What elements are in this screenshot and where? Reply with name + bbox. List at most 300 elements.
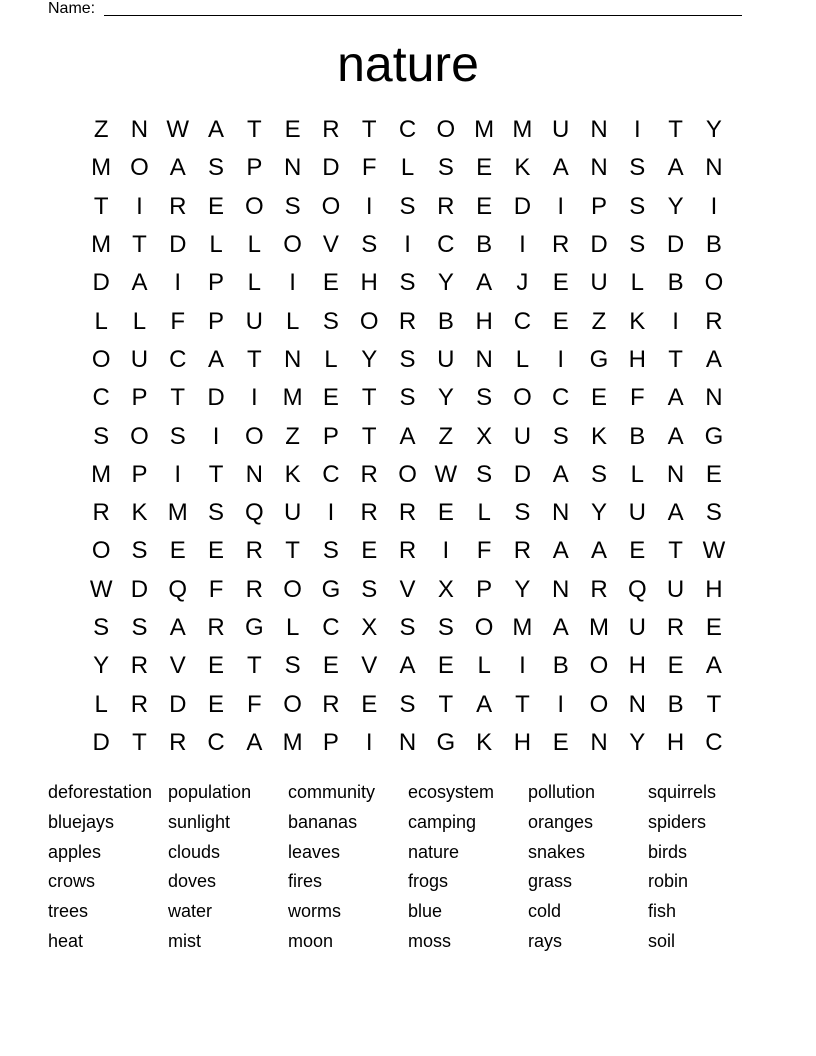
grid-letter: K <box>629 307 646 335</box>
grid-letter: E <box>552 728 569 756</box>
grid-letter: I <box>633 116 641 144</box>
grid-letter: U <box>513 422 532 450</box>
grid-letter: F <box>247 690 262 718</box>
grid-letter: T <box>668 116 683 144</box>
word-bank <box>48 778 768 957</box>
grid-letter: M <box>167 499 188 527</box>
grid-letter: I <box>519 231 526 259</box>
grid-letter: E <box>705 460 722 488</box>
grid-letter: S <box>629 231 646 259</box>
grid-letter: R <box>513 537 532 565</box>
grid-letter: O <box>130 422 149 450</box>
grid-letter: A <box>667 154 684 182</box>
grid-letter: M <box>512 116 533 144</box>
grid-letter: G <box>245 614 264 641</box>
grid-letter: R <box>437 192 455 220</box>
grid-letter: L <box>94 307 108 335</box>
grid-letter: T <box>247 345 262 373</box>
name-underline <box>104 15 742 16</box>
grid-letter: L <box>324 345 338 373</box>
word-item: mist <box>168 930 201 951</box>
grid-letter: K <box>131 499 148 527</box>
grid-letter: Y <box>705 116 722 144</box>
grid-letter: A <box>552 460 569 488</box>
grid-letter: N <box>590 728 608 756</box>
grid-letter: I <box>251 384 258 412</box>
grid-letter: K <box>284 460 301 488</box>
grid-letter: S <box>93 614 110 641</box>
grid-letter: R <box>705 307 723 335</box>
grid-letter: O <box>704 269 724 297</box>
grid-letter: L <box>209 231 223 259</box>
grid-letter: I <box>557 345 565 373</box>
grid-letter: T <box>285 537 300 565</box>
grid-letter: C <box>322 614 340 641</box>
grid-letter: B <box>476 231 493 259</box>
grid-letter: H <box>628 652 646 680</box>
grid-letter: U <box>283 499 302 527</box>
grid-letter: Y <box>591 499 608 527</box>
grid-letter: P <box>591 192 608 220</box>
grid-letter: E <box>552 307 569 335</box>
grid-letter: S <box>169 422 186 450</box>
grid-letter: E <box>208 192 225 220</box>
grid-letter: N <box>283 154 302 182</box>
grid-letter: T <box>668 537 683 565</box>
grid-letter: C <box>552 384 570 412</box>
grid-letter: L <box>247 269 262 297</box>
grid-letter: S <box>514 499 531 527</box>
grid-letter: Y <box>667 192 684 220</box>
letter-grid <box>82 111 733 762</box>
grid-letter: A <box>399 652 416 680</box>
grid-letter: S <box>399 690 416 718</box>
grid-letter: I <box>672 307 679 335</box>
grid-letter: Z <box>591 307 607 335</box>
word-item: oranges <box>528 811 594 832</box>
grid-letter: D <box>666 231 685 259</box>
grid-letter: S <box>361 575 378 603</box>
grid-letter: B <box>667 269 684 297</box>
name-field <box>48 0 742 18</box>
grid-letter: S <box>361 231 378 259</box>
grid-letter: S <box>629 154 646 182</box>
grid-letter: T <box>247 116 262 144</box>
grid-letter: I <box>174 460 182 488</box>
grid-letter: I <box>365 192 373 220</box>
grid-letter: P <box>131 384 148 412</box>
grid-letter: L <box>515 345 530 373</box>
grid-letter: S <box>322 307 339 335</box>
word-item: snakes <box>528 841 586 862</box>
grid-letter: T <box>438 690 454 718</box>
grid-letter: V <box>399 575 416 603</box>
grid-letter: N <box>590 116 608 144</box>
grid-letter: A <box>552 154 569 182</box>
grid-letter: Y <box>93 652 110 680</box>
grid-letter: M <box>91 460 112 488</box>
grid-letter: N <box>283 345 302 373</box>
grid-letter: M <box>512 614 533 641</box>
word-item: trees <box>48 901 89 922</box>
word-item: water <box>168 901 213 922</box>
grid-letter: S <box>552 422 569 450</box>
grid-letter: D <box>207 384 225 412</box>
grid-letter: T <box>247 652 262 680</box>
grid-letter: R <box>207 614 225 641</box>
grid-letter: I <box>442 537 450 565</box>
grid-letter: A <box>208 345 225 373</box>
word-item: nature <box>408 841 460 862</box>
grid-letter: A <box>591 537 608 565</box>
grid-letter: U <box>628 499 646 527</box>
word-item: fires <box>288 871 323 892</box>
grid-letter: K <box>591 422 608 450</box>
grid-letter: B <box>629 422 646 450</box>
grid-letter: C <box>513 307 532 335</box>
word-item: deforestation <box>48 782 153 802</box>
grid-letter: S <box>93 422 110 450</box>
grid-letter: I <box>404 231 411 259</box>
grid-letter: A <box>667 499 684 527</box>
word-item: apples <box>48 841 102 862</box>
grid-letter: O <box>245 422 264 450</box>
grid-letter: S <box>629 192 646 220</box>
grid-letter: W <box>89 575 113 603</box>
grid-letter: X <box>361 614 378 641</box>
grid-letter: E <box>361 537 378 565</box>
grid-letter: E <box>322 384 339 412</box>
grid-letter: L <box>630 269 644 297</box>
grid-letter: N <box>245 460 263 488</box>
word-item: moss <box>408 930 452 951</box>
grid-letter: I <box>289 269 296 297</box>
grid-letter: O <box>130 154 149 182</box>
grid-letter: D <box>92 728 110 756</box>
grid-letter: A <box>131 269 148 297</box>
grid-letter: A <box>705 652 722 680</box>
grid-letter: K <box>476 728 493 756</box>
grid-letter: S <box>399 614 416 641</box>
grid-letter: S <box>705 499 722 527</box>
word-item: leaves <box>288 841 341 862</box>
grid-letter: W <box>166 116 190 144</box>
grid-letter: T <box>361 384 377 412</box>
grid-letter: E <box>437 652 454 680</box>
grid-letter: V <box>322 231 339 259</box>
grid-letter: M <box>91 154 112 182</box>
word-item: doves <box>168 871 217 892</box>
grid-letter: A <box>169 614 186 641</box>
grid-letter: A <box>667 422 684 450</box>
word-item: robin <box>648 871 689 892</box>
grid-letter: M <box>91 231 112 259</box>
grid-letter: A <box>208 116 225 144</box>
grid-letter: O <box>589 690 609 718</box>
grid-letter: E <box>437 499 454 527</box>
grid-letter: C <box>92 384 110 412</box>
grid-letter: B <box>437 307 454 335</box>
grid-letter: A <box>476 690 493 718</box>
word-item: worms <box>288 901 341 922</box>
grid-letter: L <box>630 460 644 488</box>
grid-letter: A <box>552 614 569 641</box>
word-item: soil <box>648 930 676 951</box>
grid-letter: L <box>285 614 300 641</box>
grid-letter: A <box>169 154 186 182</box>
grid-letter: Y <box>361 345 378 373</box>
grid-letter: F <box>476 537 492 565</box>
grid-letter: R <box>590 575 608 603</box>
page-title: nature <box>337 36 479 92</box>
grid-letter: S <box>131 614 148 641</box>
word-item: bananas <box>288 811 358 832</box>
grid-letter: O <box>91 537 111 565</box>
grid-letter: A <box>476 269 493 297</box>
grid-letter: Y <box>437 384 454 412</box>
grid-letter: L <box>477 499 491 527</box>
grid-letter: P <box>208 307 225 335</box>
grid-letter: R <box>130 690 149 718</box>
grid-letter: Q <box>245 499 264 527</box>
grid-letter: M <box>474 116 495 144</box>
word-item: population <box>168 782 252 802</box>
word-item: rays <box>528 930 563 951</box>
grid-letter: P <box>246 154 263 182</box>
grid-letter: H <box>628 345 646 373</box>
grid-letter: I <box>174 269 182 297</box>
grid-letter: N <box>666 460 685 488</box>
grid-letter: D <box>130 575 149 603</box>
grid-letter: O <box>245 192 264 220</box>
grid-letter: B <box>667 690 684 718</box>
grid-letter: A <box>246 728 263 756</box>
grid-letter: S <box>131 537 148 565</box>
grid-letter: Z <box>285 422 300 450</box>
word-item: blue <box>408 901 443 922</box>
grid-letter: A <box>399 422 416 450</box>
word-item: moon <box>288 930 334 951</box>
grid-letter: D <box>513 460 532 488</box>
grid-letter: O <box>398 460 417 488</box>
grid-letter: H <box>475 307 493 335</box>
grid-letter: L <box>477 652 491 680</box>
grid-letter: T <box>208 460 224 488</box>
grid-letter: R <box>92 499 110 527</box>
grid-letter: L <box>400 154 415 182</box>
grid-letter: N <box>705 384 723 412</box>
grid-letter: S <box>399 384 416 412</box>
grid-letter: E <box>208 652 225 680</box>
grid-letter: E <box>591 384 608 412</box>
grid-letter: F <box>629 384 645 412</box>
grid-letter: T <box>706 690 722 718</box>
grid-letter: R <box>245 575 263 603</box>
grid-letter: F <box>170 307 186 335</box>
grid-letter: N <box>628 690 646 718</box>
grid-letter: W <box>702 537 726 565</box>
grid-letter: R <box>398 307 417 335</box>
grid-letter: R <box>130 652 149 680</box>
grid-letter: I <box>212 422 220 450</box>
grid-letter: F <box>361 154 377 182</box>
grid-letter: S <box>399 345 416 373</box>
grid-letter: E <box>667 652 684 680</box>
grid-letter: H <box>666 728 685 756</box>
grid-letter: Q <box>627 575 647 603</box>
grid-letter: X <box>476 422 493 450</box>
grid-letter: O <box>589 652 609 680</box>
grid-letter: K <box>514 154 531 182</box>
grid-letter: I <box>136 192 143 220</box>
word-item: grass <box>528 871 573 892</box>
grid-letter: S <box>208 154 225 182</box>
grid-letter: M <box>282 728 303 756</box>
grid-letter: S <box>399 269 416 297</box>
grid-letter: T <box>170 384 186 412</box>
grid-letter: Q <box>168 575 188 603</box>
grid-letter: S <box>591 460 608 488</box>
grid-letter: D <box>513 192 532 220</box>
grid-letter: P <box>322 728 339 756</box>
grid-letter: O <box>283 575 302 603</box>
grid-letter: Z <box>438 422 454 450</box>
grid-letter: R <box>360 499 378 527</box>
grid-letter: C <box>705 728 723 756</box>
grid-letter: P <box>322 422 339 450</box>
grid-letter: D <box>590 231 608 259</box>
grid-letter: I <box>365 728 373 756</box>
grid-letter: E <box>322 652 339 680</box>
grid-letter: U <box>552 116 570 144</box>
grid-letter: S <box>476 384 493 412</box>
grid-letter: L <box>94 690 108 718</box>
grid-letter: C <box>437 231 455 259</box>
word-item: camping <box>408 811 477 832</box>
grid-letter: O <box>436 116 456 144</box>
grid-letter: E <box>208 690 225 718</box>
grid-letter: D <box>92 269 110 297</box>
grid-letter: P <box>208 269 225 297</box>
grid-letter: R <box>245 537 263 565</box>
grid-letter: Y <box>629 728 646 756</box>
name-label: Name: <box>48 0 96 17</box>
grid-letter: E <box>169 537 186 565</box>
grid-letter: G <box>321 575 341 603</box>
grid-letter: E <box>208 537 225 565</box>
grid-letter: N <box>705 154 723 182</box>
grid-letter: G <box>436 728 456 756</box>
grid-letter: B <box>705 231 722 259</box>
grid-letter: O <box>359 307 379 335</box>
grid-letter: U <box>590 269 608 297</box>
grid-letter: W <box>434 460 458 488</box>
grid-letter: O <box>321 192 341 220</box>
grid-letter: L <box>285 307 300 335</box>
grid-letter: E <box>552 269 569 297</box>
grid-letter: N <box>552 499 570 527</box>
word-item: sunlight <box>168 811 231 832</box>
grid-letter: U <box>130 345 149 373</box>
grid-letter: R <box>398 537 417 565</box>
word-item: community <box>288 782 376 802</box>
grid-letter: O <box>283 231 302 259</box>
grid-letter: R <box>398 499 417 527</box>
grid-letter: E <box>361 690 378 718</box>
grid-letter: Y <box>437 269 454 297</box>
grid-letter: P <box>131 460 148 488</box>
grid-letter: O <box>283 690 302 718</box>
grid-letter: P <box>476 575 493 603</box>
grid-letter: M <box>589 614 609 641</box>
grid-letter: L <box>247 231 262 259</box>
grid-letter: N <box>552 575 570 603</box>
grid-letter: S <box>208 499 225 527</box>
grid-letter: T <box>132 231 147 259</box>
grid-letter: L <box>132 307 147 335</box>
grid-letter: E <box>476 154 493 182</box>
grid-letter: S <box>399 192 416 220</box>
grid-letter: A <box>705 345 722 373</box>
grid-letter: C <box>207 728 225 756</box>
grid-letter: A <box>552 537 569 565</box>
grid-letter: T <box>361 422 377 450</box>
word-item: squirrels <box>648 782 717 802</box>
grid-letter: O <box>91 345 111 373</box>
grid-letter: Z <box>93 116 109 144</box>
word-item: fish <box>648 901 677 922</box>
grid-letter: T <box>132 728 147 756</box>
grid-letter: H <box>360 269 378 297</box>
grid-letter: A <box>667 384 684 412</box>
grid-letter: D <box>169 231 187 259</box>
grid-letter: T <box>361 116 377 144</box>
word-item: cold <box>528 901 562 922</box>
grid-letter: R <box>169 192 187 220</box>
grid-letter: S <box>284 652 301 680</box>
grid-letter: N <box>130 116 149 144</box>
grid-letter: N <box>398 728 417 756</box>
word-item: frogs <box>408 871 449 892</box>
grid-letter: R <box>169 728 187 756</box>
grid-letter: U <box>666 575 685 603</box>
grid-letter: U <box>245 307 263 335</box>
grid-letter: E <box>322 269 339 297</box>
grid-letter: D <box>169 690 187 718</box>
grid-letter: D <box>322 154 340 182</box>
grid-letter: E <box>705 614 722 641</box>
grid-letter: U <box>628 614 646 641</box>
word-item: clouds <box>168 841 221 862</box>
grid-letter: R <box>322 690 340 718</box>
word-item: bluejays <box>48 811 115 832</box>
grid-letter: S <box>322 537 339 565</box>
word-item: ecosystem <box>408 782 495 802</box>
grid-letter: U <box>437 345 455 373</box>
grid-letter: F <box>208 575 224 603</box>
grid-letter: R <box>360 460 378 488</box>
grid-letter: O <box>474 614 494 641</box>
grid-letter: S <box>437 154 454 182</box>
grid-letter: S <box>476 460 493 488</box>
grid-letter: J <box>516 269 529 297</box>
grid-letter: R <box>322 116 340 144</box>
grid-letter: E <box>284 116 301 144</box>
grid-letter: R <box>666 614 685 641</box>
grid-letter: H <box>513 728 532 756</box>
grid-letter: C <box>322 460 340 488</box>
grid-letter: N <box>590 154 608 182</box>
